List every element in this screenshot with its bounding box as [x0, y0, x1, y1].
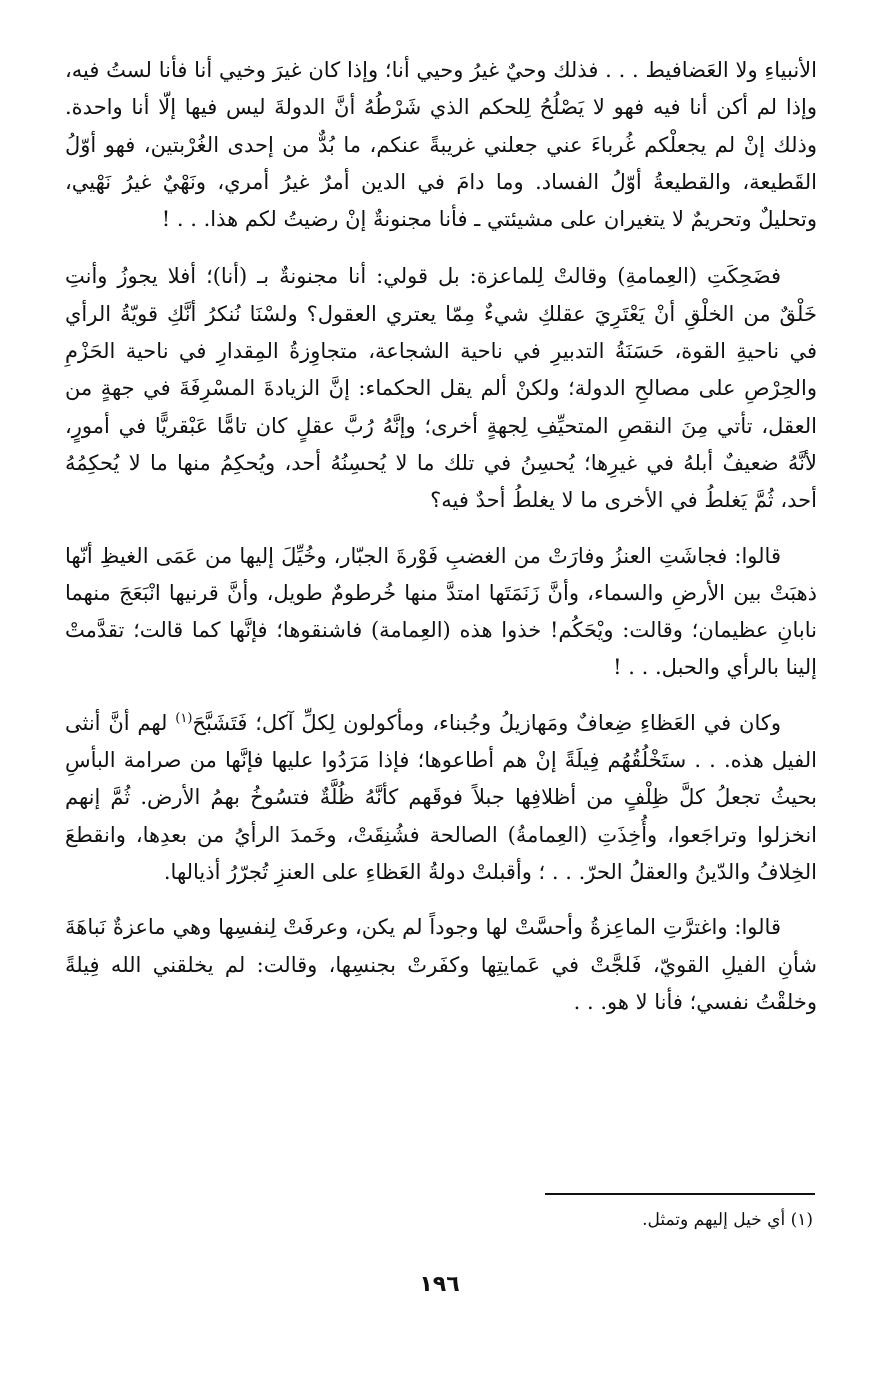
paragraph-4	[65, 705, 817, 891]
paragraph-5: قالوا: واغترَّتِ الماعِزةُ وأحسَّتْ لها وجوداً لم يكن، وعرفَتْ لِنفسِها وهي ماعزةٌ نَباهَةَ شأنِ الفيلِ القويّ، فَلجَّتْ في عَمايتِها وكفَرتْ بجنسِها، وقالت: لم يخلقني الله فِيلةً وخلقْتُ نفسي؛ فأنا لا هو. . .	[65, 915, 817, 1014]
page-number: ١٩٦	[419, 1272, 460, 1297]
paragraph-4-rest: لهم أنَّ أنثى الفيل هذه. . . ستَخْلُقُهُم فِيلَةً إنْ هم أطاعوها؛ فإذا مَرَدُوا عليها فإنَّها من صرامة البأسِ بحيثُ تجعلُ كلَّ ظِلْفٍ من أظلافِها جبلاً فوقَهم كأنَّهُ ظُلَّةٌ فتسُوخُ بهمُ الأرض. ثُمَّ إنهم انخزلوا وتراجَعوا، وأُخِذَتِ (العِمامةُ) الصالحة فشُنِقَتْ، وخَمدَ الرأيُ من بعدِها، وانقطعَ الخِلافُ والدّينُ والعقلُ الحرّ. . . ؛ وأقبلتْ دولةُ العَظاءِ على العنزِ تُجرّرُ أذيالها.	[65, 710, 818, 884]
footnote: (١) أي خيل إليهم وتمثل.	[642, 1210, 813, 1230]
footnote-marker: (١)	[175, 710, 193, 726]
paragraph-3: قالوا: فجاشَتِ العنزُ وفارَتْ من الغضبِ فَوْرةَ الجبّار، وخُيِّلَ إليها من عَمَى الغيظِ أنّها ذهبَتْ بين الأرضِ والسماء، وأنَّ زَنَمَتَها امتدَّ منها خُرطومٌ طويل، وأنَّ قرنيها انْبَعَجَ منهما نابانِ عظيمان؛ وقالت: ويْحَكُم! خذوا هذه (العِمامة) فاشنقوها؛ فإنَّها كما قالت؛ تقدَّمتْ إلينا بالرأي والحبل. . . !	[65, 543, 817, 680]
paragraph-1: الأنبياءِ ولا العَضافيط . . . فذلك وحيٌ غيرُ وحيي أنا؛ وإذا كان غيرَ وخيي أنا فأنا لستُ فيه، وإذا لم أكن أنا فيه فهو لا يَصْلُحُ لِلحكم الذي شَرْطُهُ أنَّ الدولةَ ليس فيها إلّا أنا واحدة. وذلك إنْ لم يجعلْكم غُرباءَ عني جعلني غريبةً عنكم، ما بُدٌّ من إحدى الغُرْبتين، فهو أوّلُ القَطيعة، والقطيعةُ أوّلُ الفساد. وما دامَ في الدين أمرٌ غيرُ أمري، ونَهْيٌ غيرُ نَهْيي، وتحليلٌ وتحريمٌ لا يتغيران على مشيئتي ـ فأنا مجنونةٌ إنْ رضيتُ لكم هذا. . . !	[65, 58, 817, 232]
footnote-separator	[545, 1193, 815, 1195]
paragraph-4-lead: وكان في العَظاءِ ضِعافٌ ومَهازيلُ وجُبناء، ومأكولون لِكلِّ آكل؛ فَتَشَبَّحَ	[192, 710, 781, 735]
paragraph-2: فضَحِكَتِ (العِمامةِ) وقالتْ لِلماعزة: بل قولي: أنا مجنونةٌ بـ (أنا)؛ أفلا يجوزُ وأنتِ خَلْقٌ من الخلْقِ أنْ يَعْتَرِيَ عقلكِ شيءٌ مِمّا يعتري العقول؟ ولسْنَا نُنكرُ أنَّكِ قويّةُ الرأي في ناحيةِ القوة، حَسَنَةُ التدبيرِ في ناحية الشجاعة، متجاوِزةُ المِقدارِ في ناحية الحَزْمِ والحِرْصِ على مصالحِ الدولة؛ ولكنْ ألم يقل الحكماء: إنَّ الزيادةَ المسْرِفَةَ في جهةٍ من العقل، تأتي مِنَ النقصِ المتحيِّفِ لِجهةٍ أخرى؛ وإنَّهُ رُبَّ عقلٍ كان تامًّا عَبْقريًّا في أمورٍ، لأنَّهُ ضعيفٌ أبلهُ في غيرِها؛ يُحسِنُ في تلك ما لا يُحسِنُهُ أحد، ويُحكِمُ منها ما لا يُحكِمُهُ أحد، ثُمَّ يَغلطُ في الأخرى ما لا يغلطُ أحدٌ فيه؟	[65, 264, 817, 513]
main-text	[65, 52, 817, 1039]
